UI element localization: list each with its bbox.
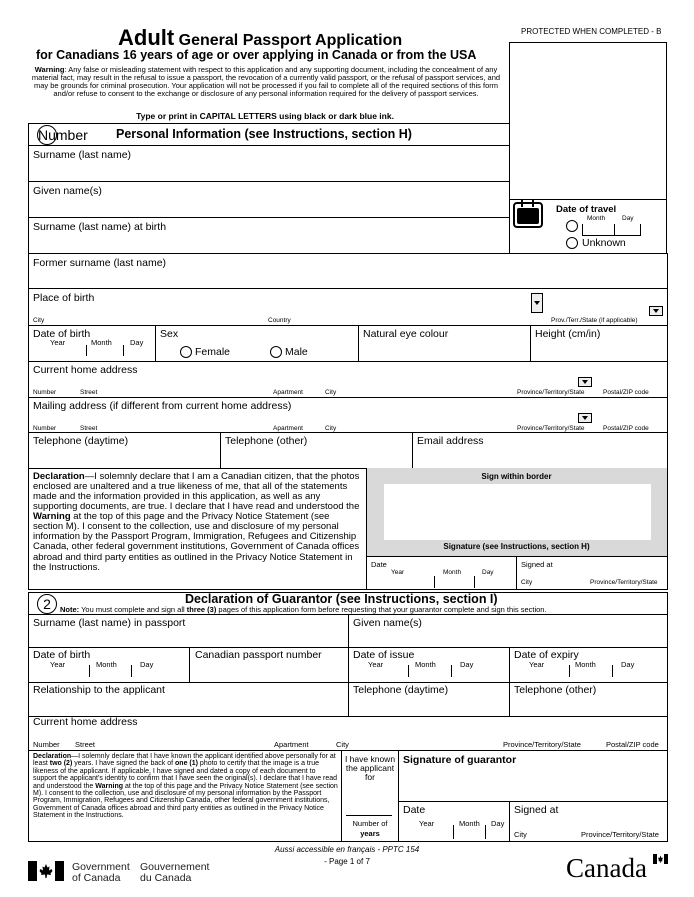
guarantor-surname-label: Surname (last name) in passport (33, 617, 186, 629)
guarantor-tel-other-field[interactable] (511, 696, 666, 714)
telephone-other-field[interactable] (222, 448, 410, 466)
email-field[interactable] (414, 448, 666, 466)
applicant-sign-date-field[interactable] (368, 576, 514, 588)
former-surname-field[interactable] (29, 268, 666, 288)
page-number: - Page 1 of 7 (324, 857, 370, 866)
country-dropdown[interactable] (531, 293, 543, 313)
guarantor-dob-field[interactable] (30, 665, 186, 679)
years-known-field[interactable] (346, 790, 392, 816)
date-of-travel-label: Date of travel (556, 204, 617, 215)
guarantor-home-address-field[interactable] (30, 728, 666, 740)
french-availability: Aussi accessible en français - PPTC 154 (274, 845, 420, 854)
guarantor-tel-other-label: Telephone (other) (514, 684, 597, 696)
surname-label: Surname (last name) (33, 149, 132, 161)
protected-label: PROTECTED WHEN COMPLETED - B (521, 27, 662, 36)
mailing-province-dropdown[interactable] (578, 413, 592, 423)
mailing-address-label: Mailing address (if different from current home address) (33, 400, 292, 412)
travel-unknown-radio[interactable] (566, 237, 578, 249)
surname-field[interactable] (29, 160, 508, 180)
guarantor-tel-day-label: Telephone (daytime) (353, 684, 449, 696)
sign-border-label: Sign within border (481, 472, 552, 481)
relationship-field[interactable] (30, 696, 346, 714)
guarantor-surname-field[interactable] (30, 629, 346, 645)
form-title: Adult General Passport Application (118, 25, 403, 50)
section-1-number: Number (38, 127, 88, 143)
passport-number-label: Canadian passport number (195, 649, 322, 661)
telephone-other-label: Telephone (other) (225, 435, 308, 447)
section-1-title: Personal Information (see Instructions, section H) (116, 127, 412, 141)
place-of-birth-label: Place of birth (33, 292, 95, 304)
sex-female-radio[interactable] (180, 346, 192, 358)
travel-date-radio[interactable] (566, 220, 578, 232)
date-of-issue-field[interactable] (350, 665, 506, 679)
birth-province-dropdown[interactable] (649, 306, 663, 316)
telephone-day-label: Telephone (daytime) (33, 435, 129, 447)
height-field[interactable] (532, 341, 666, 359)
guarantor-signed-at-field[interactable] (511, 816, 666, 830)
home-address-label: Current home address (33, 364, 138, 376)
warning-text: Warning: Any false or misleading statement with respect to this application and any supporting document, including the concealment of any material fact, may result in the refusal to issue a passport, the revocation of a currently valid passport, or the refusal of passport services, and may be grounds for criminal prosecution. Your application will not be processed if you fail to complete all of the required sections of this form and/or refuse to consent to the exchange or disclosure of any personal information required for the delivery of passport services. (31, 65, 501, 98)
date-of-expiry-field[interactable] (511, 665, 666, 679)
eye-colour-field[interactable] (360, 341, 528, 359)
guarantor-signature-label: Signature of guarantor (403, 754, 517, 766)
sex-male-radio[interactable] (270, 346, 282, 358)
passport-number-field[interactable] (191, 662, 346, 680)
relationship-label: Relationship to the applicant (33, 684, 165, 696)
place-of-birth-field[interactable] (29, 302, 529, 318)
guarantor-home-address-label: Current home address (33, 716, 138, 728)
applicant-signature-box[interactable] (384, 484, 651, 540)
guarantor-signature-box[interactable] (400, 767, 666, 800)
known-applicant-label: I have known the applicant for (344, 754, 396, 782)
calendar-icon (513, 202, 543, 228)
mailing-address-field[interactable] (29, 412, 666, 425)
dob-field[interactable] (30, 345, 152, 359)
date-of-expiry-label: Date of expiry (514, 649, 579, 661)
signature-label: Signature (see Instructions, section H) (443, 542, 590, 551)
guarantor-dob-label: Date of birth (33, 649, 91, 661)
guarantor-declaration: Declaration—I solemnly declare that I have known the applicant identified above personally for at least two (2) years. I have signed the back of one (1) photo to certify that the image is a true likeness of the applicant. If applicable, I have signed and dated a copy of each document to support the applicant's identity to confirm that I have seen the original(s). I declare that I have read and understood the Warning at the top of this page and the Privacy Notice Statement (see section M). I consent to the collection, use and disclosure of my personal information by the Passport Program, Immigration, Refugees and Citizenship Canada, other federal government institutions, Government of Canada offices abroad and third party entities as outlined in the Privacy Notice Statement in the Instructions. (33, 753, 338, 820)
given-name-label: Given name(s) (33, 185, 102, 197)
given-name-field[interactable] (29, 196, 508, 216)
canada-wordmark: Canada (566, 853, 647, 883)
applicant-declaration: Declaration—I solemnly declare that I am a Canadian citizen, that the photos enclosed are unaltered and a true likeness of me, that all of the statements made and the information provided in this application, as well as any supporting documents, are true. I declare that I have read and understood the Warning at the top of this page and the Privacy Notice Statement (see section M). I consent to the collection, use and disclosure of my personal information by the Passport Program, Immigration, Refugees and Citizenship Canada, other federal government institutions, Government of Canada offices abroad and third party entities as outlined in the Privacy Notice Statement in the Instructions. (33, 471, 360, 573)
guarantor-given-label: Given name(s) (353, 617, 422, 629)
wordmark-flag-icon (653, 854, 668, 864)
dob-label: Date of birth (33, 328, 91, 340)
date-of-issue-label: Date of issue (353, 649, 415, 661)
guarantor-given-field[interactable] (350, 629, 666, 645)
unknown-label: Unknown (582, 237, 626, 249)
section-2-title: Declaration of Guarantor (see Instructions, section I) (185, 592, 498, 606)
eye-colour-label: Natural eye colour (363, 328, 449, 340)
guarantor-sign-date-field[interactable] (400, 825, 507, 839)
form-subtitle: for Canadians 16 years of age or over applying in Canada or from the USA (36, 48, 477, 62)
guarantor-note: Note: You must complete and sign all three (3) pages of this application form before requesting that your guarantor complete and sign this section. (60, 605, 547, 614)
guarantor-tel-day-field[interactable] (350, 696, 507, 714)
section-2-number: 2 (37, 594, 57, 614)
telephone-day-field[interactable] (30, 448, 218, 466)
height-label: Height (cm/in) (535, 328, 601, 340)
surname-at-birth-field[interactable] (29, 232, 508, 252)
ink-instructions: Type or print in CAPITAL LETTERS using black or dark blue ink. (136, 111, 394, 121)
former-surname-label: Former surname (last name) (33, 257, 167, 269)
email-label: Email address (417, 435, 484, 447)
canada-flag-icon (28, 861, 64, 881)
sex-label: Sex (160, 328, 179, 340)
home-province-dropdown[interactable] (578, 377, 592, 387)
home-address-field[interactable] (29, 376, 666, 389)
surname-at-birth-label: Surname (last name) at birth (33, 221, 167, 233)
